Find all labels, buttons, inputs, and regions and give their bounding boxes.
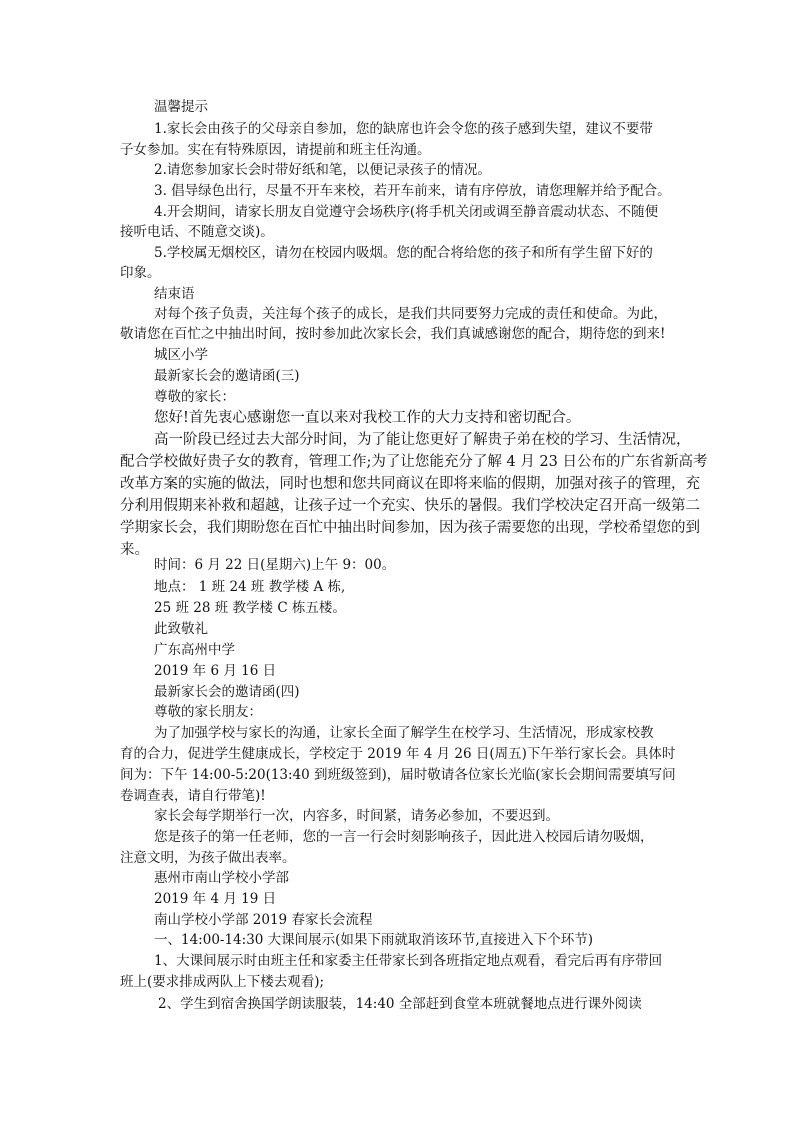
letter-4-body-line-3: 间为：下午 14:00-5:20(13:40 到班级签到)，届时敬请各位家长光临(家长会期间需要填写问 — [120, 767, 676, 783]
signature-school-1: 城区小学 — [154, 347, 208, 363]
closing-line-2: 敬请您在百忙之中抽出时间，按时参加此次家长会，我们真诚感谢您的配合，期待您的到来! — [120, 326, 666, 342]
letter-4-body-line-4: 卷调查表，请自行带笔)! — [120, 788, 266, 804]
letter-4-body-line-1: 为了加强学校与家长的沟通，让家长全面了解学生在校学习、生活情况，形成家校教 — [154, 725, 654, 741]
letter-4-body-line-5: 您是孩子的第一任老师，您的一言一行会时刻影响孩子，因此进入校园后请勿吸烟， — [154, 829, 654, 845]
agenda-detail-2: 2、学生到宿舍换国学朗读服装，14:40 全部赶到食堂本班就餐地点进行课外阅读 — [158, 996, 642, 1012]
tip-4-line-2: 接听电话、不随意交谈)。 — [120, 224, 274, 240]
agenda-title: 南山学校小学部 2019 春家长会流程 — [154, 912, 373, 928]
letter-4-salutation: 尊敬的家长朋友： — [154, 704, 262, 720]
letter-3-title: 最新家长会的邀请函(三) — [154, 368, 300, 384]
letter-3-body-line-6: 来。 — [120, 542, 149, 558]
tip-1-line-2: 子女参加。实在有特殊原因，请提前和班主任沟通。 — [120, 142, 431, 158]
closing-line-1: 对每个孩子负责，关注每个孩子的成长，是我们共同要努力完成的责任和使命。为此， — [154, 306, 667, 322]
letter-4-date: 2019 年 4 月 19 日 — [154, 891, 277, 907]
tip-1-line-1: 1.家长会由孩子的父母亲自参加，您的缺席也许会令您的孩子感到失望，建议不要带 — [154, 121, 653, 137]
letter-3-body-line-5: 学期家长会，我们期盼您在百忙中抽出时间参加，因为孩子需要您的出现，学校希望您的到 — [120, 520, 700, 536]
letter-4-body-line-2: 育的合力，促进学生健康成长，学校定于 2019 年 4 月 26 日(周五)下午举行家长会。具体时 — [120, 746, 676, 762]
heading-tips: 温馨提示 — [154, 99, 208, 115]
signature-school-2: 广东高州中学 — [154, 642, 235, 658]
letter-4-note: 家长会每学期举行一次，内容多，时间紧，请务必参加，不要迟到。 — [154, 808, 559, 824]
agenda-detail-1-line-2: 班上(要求排成两队上下楼去观看); — [120, 974, 325, 990]
tip-4-line-1: 4.开会期间，请家长朋友自觉遵守会场秩序(将手机关闭或调至静音震动状态、不随便 — [154, 204, 659, 220]
letter-3-greeting: 您好!首先衷心感谢您一直以来对我校工作的大力支持和密切配合。 — [154, 410, 581, 426]
letter-4-title: 最新家长会的邀请函(四) — [154, 684, 300, 700]
letter-3-body-line-4: 分利用假期来补救和超越，让孩子过一个充实、快乐的暑假。我们学校决定召开高一级第二 — [120, 498, 700, 514]
meeting-location-1: 地点： 1 班 24 班 教学楼 A 栋, — [154, 579, 346, 595]
heading-closing: 结束语 — [154, 286, 195, 302]
letter-3-body-line-3: 改革方案的实施的做法，同时也想和您共同商议在即将来临的假期，加强对孩子的管理，充 — [120, 476, 700, 492]
tip-2: 2.请您参加家长会时带好纸和笔，以便记录孩子的情况。 — [154, 162, 491, 178]
signature-school-3: 惠州市南山学校小学部 — [154, 870, 289, 886]
tip-5-line-1: 5.学校属无烟校区，请勿在校园内吸烟。您的配合将给您的孩子和所有学生留下好的 — [154, 245, 653, 261]
tip-3: 3. 倡导绿色出行，尽量不开车来校，若开车前来，请有序停放，请您理解并给予配合。 — [154, 183, 671, 199]
meeting-time: 时间：6 月 22 日(星期六)上午 9：00。 — [154, 557, 396, 573]
agenda-item-1: 一、14:00-14:30 大课间展示(如果下雨就取消该环节,直接进入下个环节) — [154, 932, 593, 948]
letter-3-body-line-1: 高一阶段已经过去大部分时间，为了能让您更好了解贵子弟在校的学习、生活情况， — [154, 432, 691, 448]
agenda-detail-1-line-1: 1、大课间展示时由班主任和家委主任带家长到各班指定地点观看，看完后再有序带回 — [154, 953, 663, 969]
letter-4-body-line-6: 注意文明，为孩子做出表率。 — [120, 850, 296, 866]
letter-3-closing: 此致敬礼 — [154, 621, 208, 637]
letter-3-salutation: 尊敬的家长： — [154, 389, 235, 405]
tip-5-line-2: 印象。 — [120, 265, 161, 281]
letter-3-date: 2019 年 6 月 16 日 — [154, 663, 277, 679]
meeting-location-2: 25 班 28 班 教学楼 C 栋五楼。 — [154, 600, 346, 616]
letter-3-body-line-2: 配合学校做好贵子女的教育，管理工作;为了让您能充分了解 4 月 23 日公布的广东省新高考 — [120, 454, 708, 470]
